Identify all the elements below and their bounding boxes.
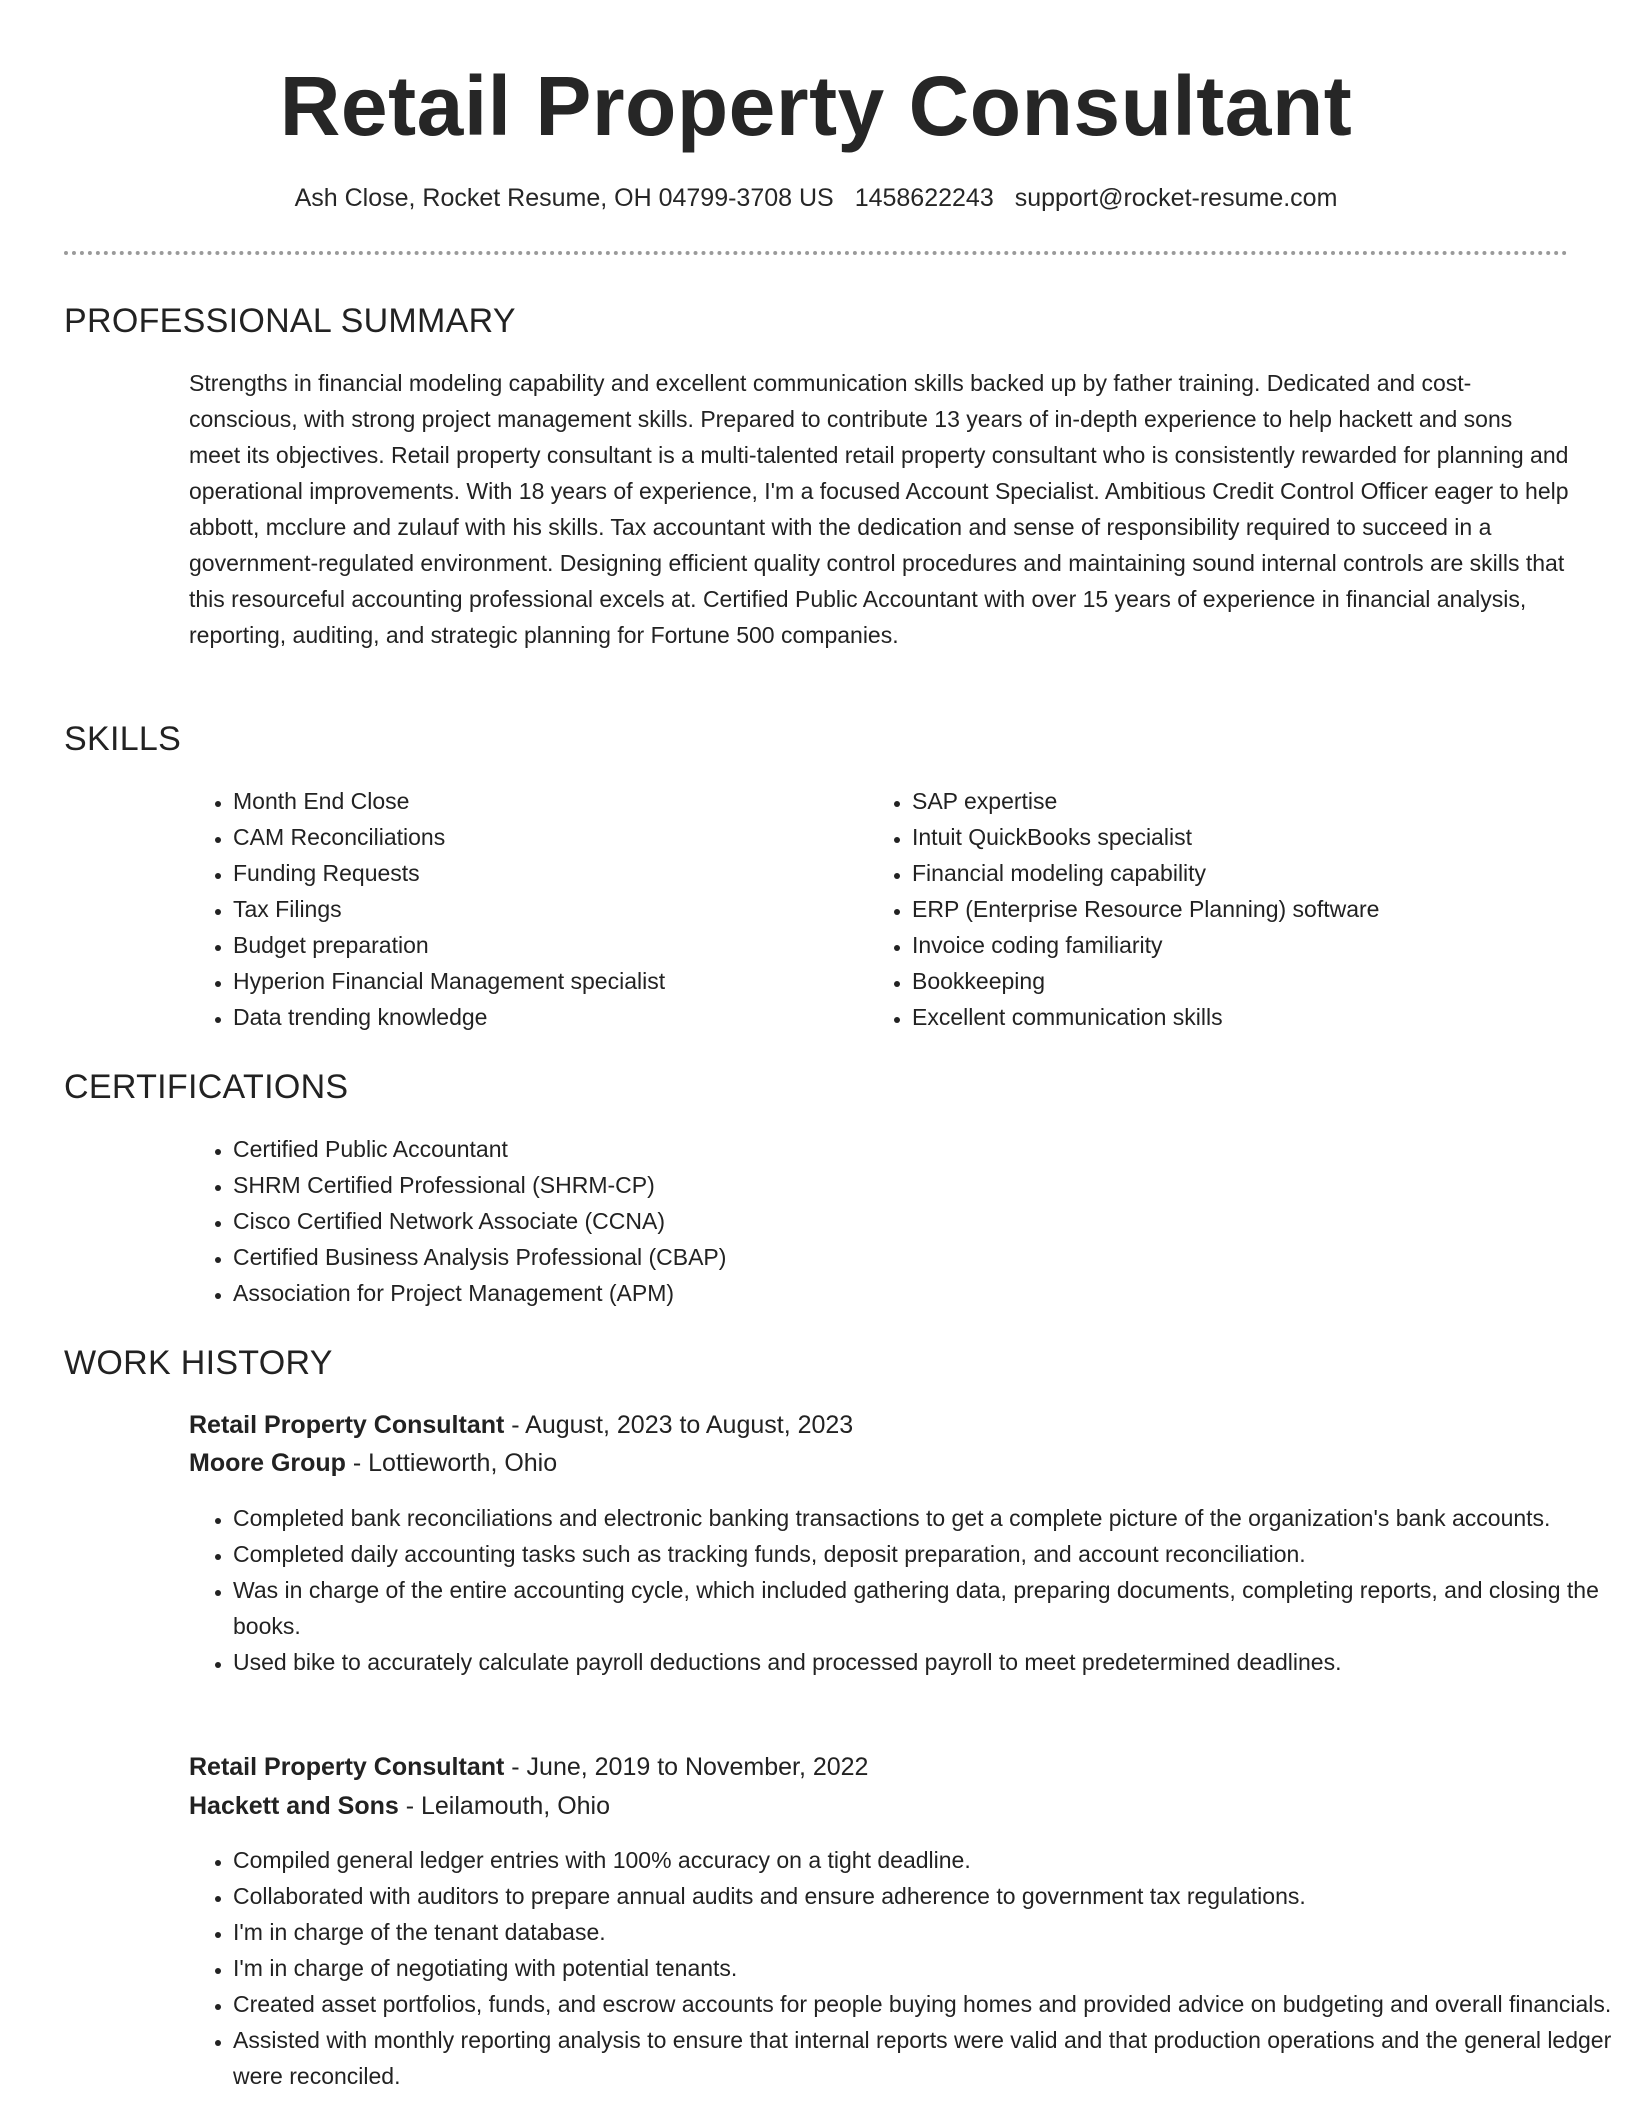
list-item: • Certified Public Accountant: [233, 1131, 1613, 1167]
list-item: • Budget preparation: [233, 927, 853, 963]
section-title-work-history: WORK HISTORY: [64, 1344, 333, 1382]
list-item: • Invoice coding familiarity: [912, 927, 1602, 963]
job-company: Hackett and Sons: [189, 1792, 399, 1820]
job-dates: - August, 2023 to August, 2023: [504, 1411, 854, 1439]
job-company-line: [189, 1444, 1569, 1482]
list-item: • Completed bank reconciliations and electronic banking transactions to get a complete picture of the organization's bank accounts.: [233, 1500, 1613, 1536]
skills-list-right: [868, 783, 1602, 1035]
list-item: • ERP (Enterprise Resource Planning) software: [912, 891, 1602, 927]
list-item: • Completed daily accounting tasks such as tracking funds, deposit preparation, and account reconciliation.: [233, 1536, 1613, 1572]
list-item: • SAP expertise: [912, 783, 1602, 819]
list-item: • CAM Reconciliations: [233, 819, 853, 855]
list-item: • Data trending knowledge: [233, 999, 853, 1035]
list-item: • Assisted with monthly reporting analysis to ensure that internal reports were valid and that production operations and the general ledger were reconciled.: [233, 2022, 1613, 2094]
list-item: • Funding Requests: [233, 855, 853, 891]
list-item: • Hyperion Financial Management specialist: [233, 963, 853, 999]
list-item: • Was in charge of the entire accounting cycle, which included gathering data, preparing documents, completing reports, and closing the books.: [233, 1572, 1613, 1644]
skills-list-left: [189, 783, 853, 1035]
list-item: • Financial modeling capability: [912, 855, 1602, 891]
list-item: • Bookkeeping: [912, 963, 1602, 999]
section-title-skills: SKILLS: [64, 720, 182, 758]
list-item: • Used bike to accurately calculate payroll deductions and processed payroll to meet predetermined deadlines.: [233, 1644, 1613, 1680]
job-title-line: [189, 1748, 1569, 1786]
summary-text: Strengths in financial modeling capability and excellent communication skills backed up by father training. Dedicated and cost-conscious, with strong project management skills. Prepared to contribute 13 years of in-depth experience to help hackett and sons meet its objectives. Retail property consultant is a multi-talented retail property consultant who is consistently rewarded for planning and operational improvements. With 18 years of experience, I'm a focused Account Specialist. Ambitious Credit Control Officer eager to help abbott, mcclure and zulauf with his skills. Tax accountant with the dedication and sense of responsibility required to succeed in a government-regulated environment. Designing efficient quality control procedures and maintaining sound internal controls are skills that this resourceful accounting professional excels at. Certified Public Accountant with over 15 years of experience in financial analysis, reporting, auditing, and strategic planning for Fortune 500 companies.: [189, 370, 1569, 648]
job-company: Moore Group: [189, 1449, 346, 1477]
job-company-line: [189, 1787, 1569, 1825]
job-bullets: [189, 1500, 1613, 1680]
list-item: • Cisco Certified Network Associate (CCNA): [233, 1203, 1613, 1239]
job-role: Retail Property Consultant: [189, 1753, 505, 1781]
contact-line: [64, 181, 1568, 215]
header-divider: [64, 251, 1568, 255]
list-item: • Compiled general ledger entries with 100% accuracy on a tight deadline.: [233, 1842, 1613, 1878]
list-item: • Certified Business Analysis Professional (CBAP): [233, 1239, 1613, 1275]
certifications-list: [189, 1131, 1613, 1311]
list-item: • I'm in charge of negotiating with potential tenants.: [233, 1950, 1613, 1986]
list-item: • Association for Project Management (APM): [233, 1275, 1613, 1311]
list-item: • SHRM Certified Professional (SHRM-CP): [233, 1167, 1613, 1203]
job-title-line: [189, 1406, 1569, 1444]
job-bullets: [189, 1842, 1613, 2094]
list-item: • Collaborated with auditors to prepare annual audits and ensure adherence to government tax regulations.: [233, 1878, 1613, 1914]
job-location: - Leilamouth, Ohio: [398, 1792, 610, 1820]
list-item: • Tax Filings: [233, 891, 853, 927]
resume-name-heading: Retail Property Consultant: [279, 59, 1353, 153]
list-item: • Month End Close: [233, 783, 853, 819]
job-dates: - June, 2019 to November, 2022: [504, 1753, 869, 1781]
section-title-certifications: CERTIFICATIONS: [64, 1068, 349, 1106]
contact-phone: 1458622243: [854, 184, 994, 212]
list-item: • Created asset portfolios, funds, and escrow accounts for people buying homes and provided advice on budgeting and overall financials.: [233, 1986, 1613, 2022]
job-location: - Lottieworth, Ohio: [345, 1449, 558, 1477]
job-role: Retail Property Consultant: [189, 1411, 505, 1439]
list-item: • Intuit QuickBooks specialist: [912, 819, 1602, 855]
list-item: • I'm in charge of the tenant database.: [233, 1914, 1613, 1950]
section-title-summary: PROFESSIONAL SUMMARY: [64, 302, 516, 340]
list-item: • Excellent communication skills: [912, 999, 1602, 1035]
contact-email: support@rocket-resume.com: [1014, 184, 1338, 212]
contact-address: Ash Close, Rocket Resume, OH 04799-3708 US: [294, 184, 834, 212]
